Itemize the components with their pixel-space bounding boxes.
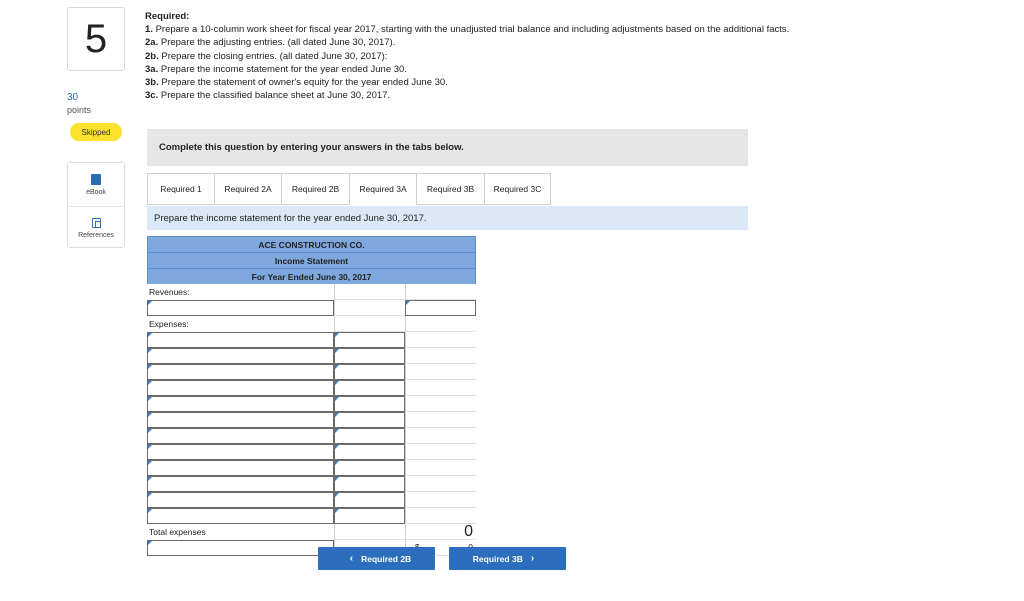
expense-amount-input[interactable]: [334, 380, 405, 396]
tab-instruction: Prepare the income statement for the year ended June 30, 2017.: [147, 206, 748, 230]
tab-required-2b[interactable]: Required 2B: [281, 173, 349, 205]
expense-account-input[interactable]: [147, 396, 334, 412]
expense-account-input[interactable]: [147, 348, 334, 364]
expense-account-input[interactable]: [147, 444, 334, 460]
expense-amount-input[interactable]: [334, 332, 405, 348]
prev-required-button[interactable]: ‹ Required 2B: [318, 547, 435, 570]
table-row: [147, 348, 476, 364]
table-row: [147, 412, 476, 428]
net-income-label-input[interactable]: [147, 540, 334, 556]
table-row: [147, 476, 476, 492]
tab-required-3a[interactable]: Required 3A: [349, 173, 416, 205]
tab-required-3b[interactable]: Required 3B: [416, 173, 484, 205]
tab-required-1[interactable]: Required 1: [147, 173, 214, 205]
table-row: [147, 492, 476, 508]
references-icon: [92, 218, 101, 228]
chevron-left-icon: ‹: [349, 553, 354, 564]
chevron-right-icon: ›: [530, 553, 535, 564]
ebook-button[interactable]: eBook: [68, 163, 124, 206]
expense-account-input[interactable]: [147, 332, 334, 348]
statement-title: Income Statement: [147, 252, 476, 268]
expense-amount-input[interactable]: [334, 460, 405, 476]
expense-account-input[interactable]: [147, 428, 334, 444]
expense-account-input[interactable]: [147, 492, 334, 508]
expense-amount-input[interactable]: [334, 364, 405, 380]
question-points: 30 points: [67, 92, 92, 115]
table-row: [147, 396, 476, 412]
table-row: [147, 428, 476, 444]
expense-account-input[interactable]: [147, 364, 334, 380]
required-item: 3c. Prepare the classified balance sheet at June 30, 2017.: [145, 90, 391, 102]
table-row: [147, 364, 476, 380]
tab-required-3c[interactable]: Required 3C: [484, 173, 551, 205]
required-item: 1. Prepare a 10-column work sheet for fiscal year 2017, starting with the unadjusted trial balance and including adjustments based on the additional facts.: [145, 24, 790, 36]
table-row: [147, 524, 476, 540]
status-badge: Skipped: [70, 123, 122, 141]
expense-amount-input[interactable]: [334, 476, 405, 492]
required-item: 3a. Prepare the income statement for the year ended June 30.: [145, 63, 407, 75]
expense-account-input[interactable]: [147, 412, 334, 428]
table-row: [147, 316, 476, 332]
revenue-account-input[interactable]: [147, 300, 334, 316]
table-row: [147, 300, 476, 316]
tab-bar: [147, 173, 551, 205]
question-number: 5: [67, 7, 125, 71]
table-row: [147, 444, 476, 460]
required-item: 2b. Prepare the closing entries. (all dated June 30, 2017):: [145, 50, 388, 62]
expense-amount-input[interactable]: [334, 492, 405, 508]
expense-amount-input[interactable]: [334, 428, 405, 444]
table-row: [147, 508, 476, 524]
complete-instruction-bar: Complete this question by entering your answers in the tabs below.: [147, 129, 748, 166]
expense-account-input[interactable]: [147, 476, 334, 492]
statement-company: ACE CONSTRUCTION CO.: [147, 236, 476, 252]
table-row: [147, 284, 476, 300]
statement-period: For Year Ended June 30, 2017: [147, 268, 476, 284]
table-row: [147, 380, 476, 396]
expense-amount-input[interactable]: [334, 444, 405, 460]
required-item: 3b. Prepare the statement of owner's equity for the year ended June 30.: [145, 77, 448, 89]
required-item: 2a. Prepare the adjusting entries. (all dated June 30, 2017).: [145, 37, 396, 49]
revenue-amount-input[interactable]: [405, 300, 476, 316]
next-required-button[interactable]: Required 3B ›: [449, 547, 566, 570]
side-tools: [67, 162, 125, 248]
revenues-label: Revenues:: [149, 287, 190, 297]
expense-account-input[interactable]: [147, 460, 334, 476]
book-icon: [91, 174, 101, 185]
expense-amount-input[interactable]: [334, 508, 405, 524]
references-button[interactable]: References: [68, 206, 124, 249]
expenses-label: Expenses:: [149, 319, 189, 329]
total-expenses-label: Total expenses: [149, 527, 206, 537]
table-row: [147, 332, 476, 348]
expense-amount-input[interactable]: [334, 348, 405, 364]
expense-amount-input[interactable]: [334, 396, 405, 412]
statement-grid: [147, 284, 476, 556]
expense-amount-input[interactable]: [334, 412, 405, 428]
table-row: [147, 460, 476, 476]
total-expenses-value: 0: [405, 524, 476, 540]
income-statement: [147, 236, 476, 556]
expense-account-input[interactable]: [147, 380, 334, 396]
required-instructions: Required: 1. Prepare a 10-column work sheet for fiscal year 2017, starting with the unadjusted trial balance and including adjustments based on the additional facts. 2a. Prepare the adjusting entries. (all dated June 30, 2017). 2b. Prepare the closing entries. (all dated June 30, 2017): 3a. Prepare the income statement for the year ended June 30. 3b. Prepare the statement of owner's equity for the year ended June 30. 3c. Prepare the classified balance sheet at June 30, 2017.: [145, 10, 815, 102]
expense-account-input[interactable]: [147, 508, 334, 524]
tab-required-2a[interactable]: Required 2A: [214, 173, 281, 205]
